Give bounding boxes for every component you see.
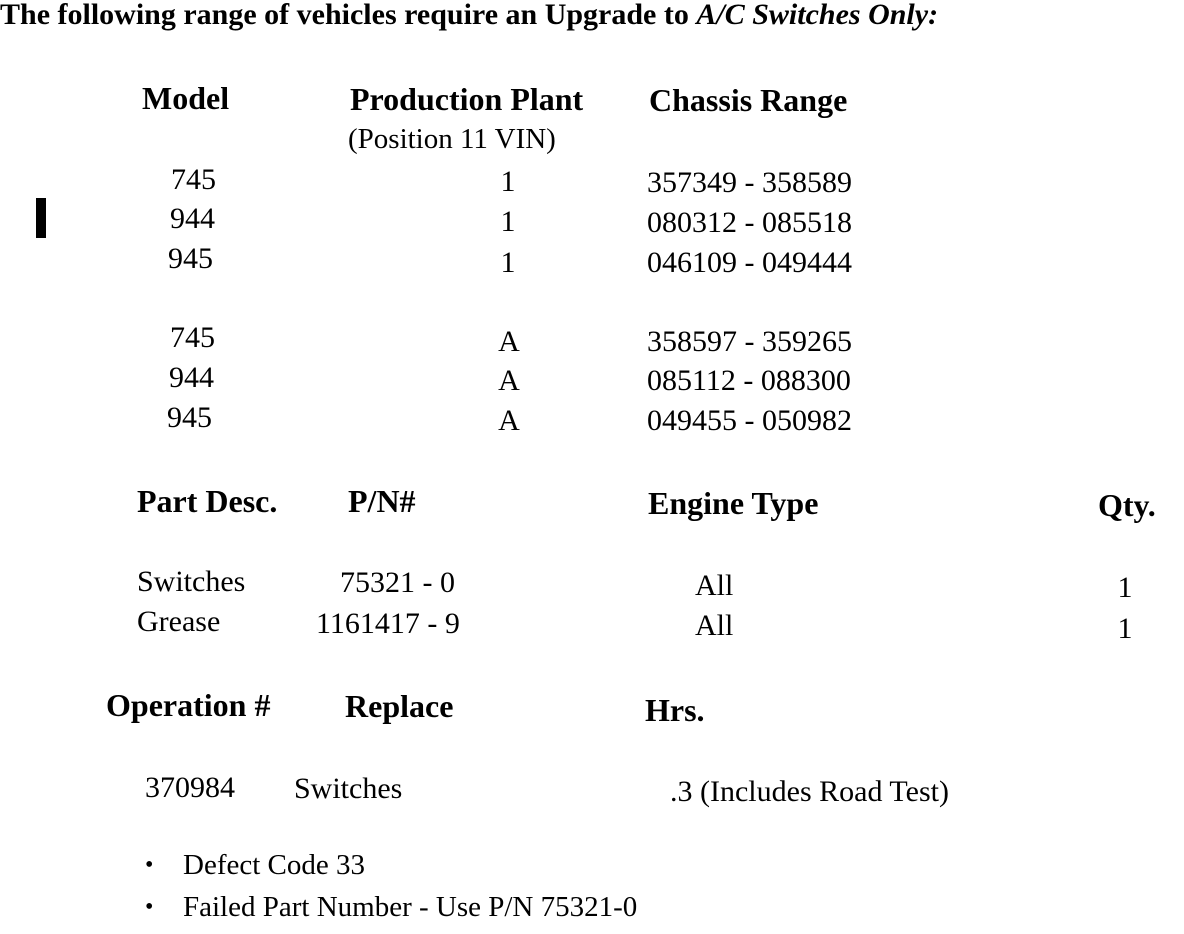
header-plant-note: (Position 11 VIN) — [348, 123, 556, 155]
vehicle-chassis: 357349 - 358589 — [647, 166, 852, 199]
header-part-desc: Part Desc. — [137, 483, 278, 519]
bullet-icon: • — [145, 852, 154, 878]
header-operation-number: Operation # — [106, 687, 271, 723]
part-desc: Switches — [137, 565, 246, 598]
vehicle-plant: 1 — [500, 205, 516, 238]
vehicle-plant: A — [498, 364, 520, 397]
title-emphasis: A/C Switches Only: — [696, 0, 939, 31]
vehicle-chassis: 080312 - 085518 — [647, 206, 852, 239]
vehicle-model: 944 — [169, 361, 214, 394]
header-part-number: P/N# — [348, 483, 416, 519]
part-desc: Grease — [137, 605, 221, 638]
list-item — [145, 850, 637, 892]
part-engine: All — [695, 609, 734, 642]
revision-change-bar — [36, 198, 46, 238]
part-number: 75321 - 0 — [340, 566, 455, 599]
vehicle-chassis: 046109 - 049444 — [647, 246, 852, 279]
vehicle-plant: 1 — [500, 246, 516, 279]
operation-number: 370984 — [145, 771, 235, 804]
header-model: Model — [142, 80, 230, 116]
header-engine-type: Engine Type — [648, 485, 819, 521]
part-engine: All — [695, 569, 734, 602]
part-qty: 1 — [1117, 612, 1133, 645]
vehicle-plant: 1 — [500, 165, 516, 198]
operation-hours: .3 (Includes Road Test) — [670, 775, 949, 808]
header-hours: Hrs. — [645, 692, 705, 728]
vehicle-model: 745 — [170, 321, 215, 354]
header-replace: Replace — [345, 688, 454, 724]
note-text: Failed Part Number - Use P/N 75321-0 — [183, 891, 638, 923]
note-text: Defect Code 33 — [183, 849, 365, 881]
part-number: 1161417 - 9 — [316, 607, 460, 640]
list-item — [145, 892, 637, 934]
page-title — [0, 0, 938, 30]
vehicle-model: 745 — [171, 163, 216, 196]
bullet-icon: • — [145, 894, 154, 920]
vehicle-model: 945 — [168, 242, 213, 275]
part-qty: 1 — [1117, 571, 1133, 604]
vehicle-model: 944 — [170, 202, 215, 235]
header-production-plant: Production Plant — [350, 81, 584, 117]
operation-replace: Switches — [294, 772, 403, 805]
vehicle-chassis: 358597 - 359265 — [647, 325, 852, 358]
header-quantity: Qty. — [1098, 487, 1156, 523]
header-chassis-range: Chassis Range — [649, 82, 848, 118]
vehicle-model: 945 — [167, 401, 212, 434]
vehicle-chassis: 085112 - 088300 — [647, 364, 851, 397]
vehicle-plant: A — [498, 325, 520, 358]
vehicle-chassis: 049455 - 050982 — [647, 404, 852, 437]
notes-list — [145, 850, 637, 934]
vehicle-plant: A — [498, 404, 520, 437]
title-prefix: The following range of vehicles require an Upgrade to — [0, 0, 697, 31]
